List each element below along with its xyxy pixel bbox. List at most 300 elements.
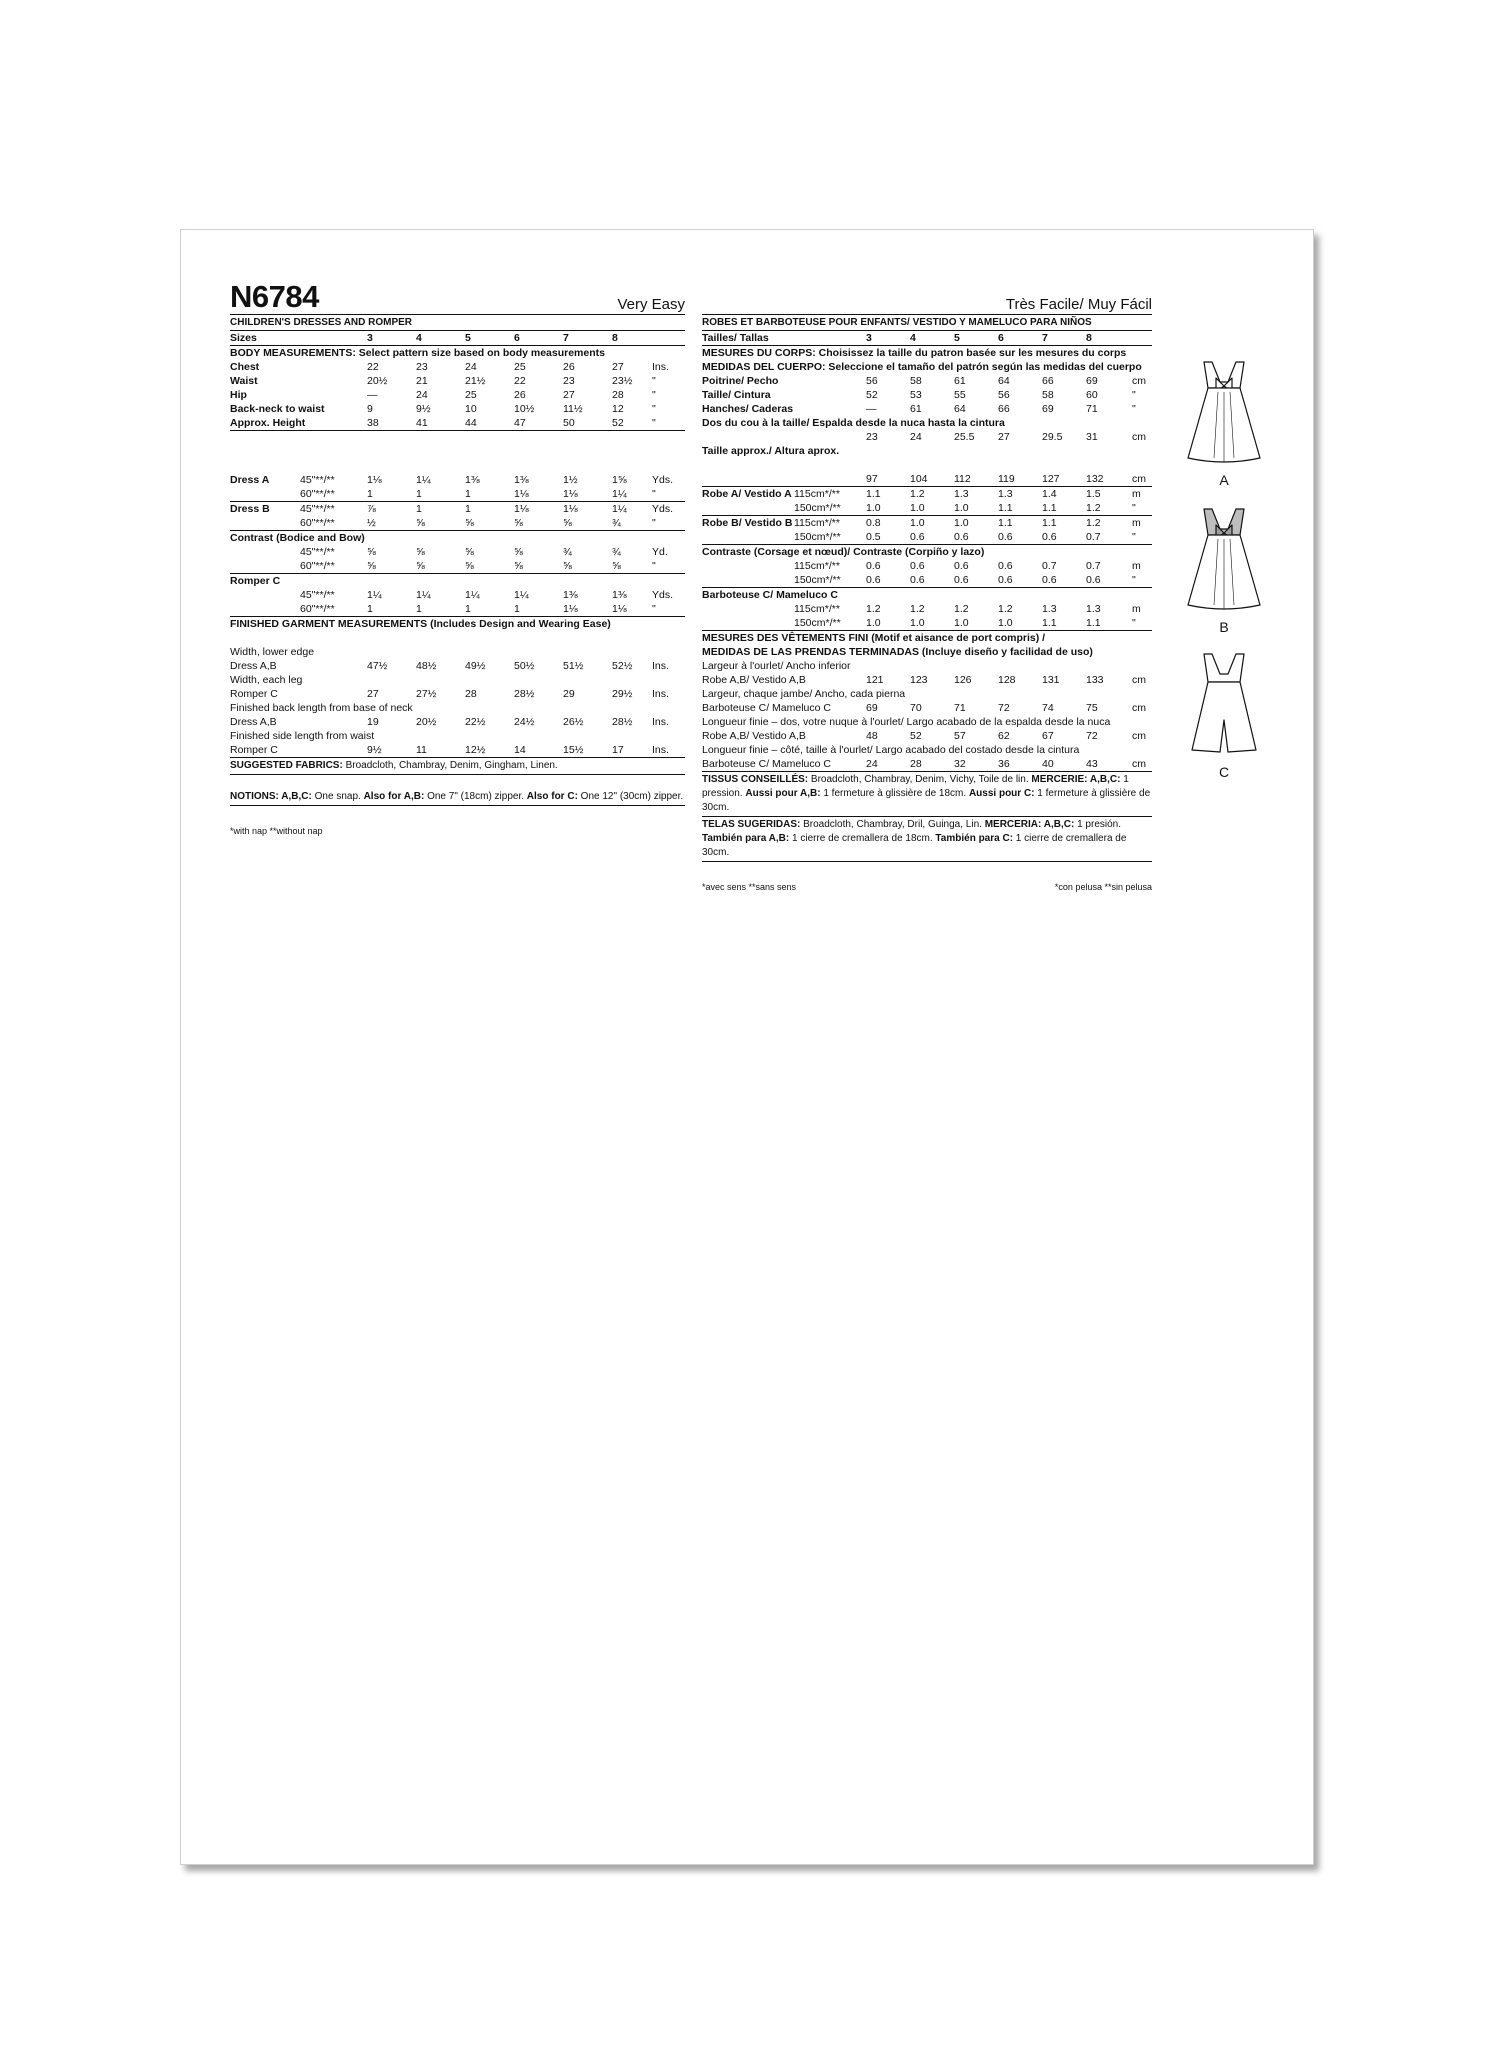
size-value: 72: [1086, 730, 1098, 742]
table-row: [230, 588, 685, 602]
table-row: [230, 416, 685, 431]
size-value: 62: [998, 730, 1010, 742]
footnote-en: *with nap **without nap: [230, 826, 323, 836]
size-value: 1.0: [954, 502, 969, 514]
row-label: Poitrine/ Pecho: [702, 375, 779, 387]
size-value: 97: [866, 473, 878, 485]
table-row: [230, 715, 685, 729]
table-row: [702, 616, 1152, 631]
row-label: BODY MEASUREMENTS: Select pattern size based on body measurements: [230, 347, 605, 359]
table-row: [230, 331, 685, 346]
table-row: [702, 545, 1152, 559]
unit: cm: [1132, 730, 1146, 742]
fabrics-fr: [702, 772, 1152, 817]
size-value: 0.6: [910, 574, 925, 586]
table-row: [702, 374, 1152, 388]
size-value: ⅝: [465, 517, 474, 529]
english-header: [230, 278, 685, 315]
size-value: 1.3: [1086, 603, 1101, 615]
size-value: 5: [954, 332, 960, 344]
row-label: Contrast (Bodice and Bow): [230, 532, 365, 544]
table-row: [702, 659, 1152, 673]
size-value: 1⅜: [514, 474, 529, 486]
size-value: 0.6: [910, 531, 925, 543]
size-value: 1⅜: [563, 589, 578, 601]
difficulty-en: Very Easy: [617, 296, 685, 313]
size-value: 0.6: [866, 560, 881, 572]
size-value: ⅝: [563, 517, 572, 529]
size-value: 1.1: [866, 488, 881, 500]
size-value: 0.6: [866, 574, 881, 586]
size-value: 1¼: [416, 589, 431, 601]
notions-en-text3: One 12" (30cm) zipper.: [577, 791, 684, 802]
size-value: 52: [612, 417, 624, 429]
row-label: Romper C: [230, 575, 281, 587]
size-value: 7: [563, 332, 569, 344]
table-row: [702, 402, 1152, 416]
notions-en-label2: Also for A,B:: [363, 791, 425, 802]
size-value: 28½: [612, 716, 633, 728]
table-row: [702, 687, 1152, 701]
size-value: 27: [563, 389, 575, 401]
fabric-width: 150cm*/**: [794, 531, 841, 543]
size-value: 52: [866, 389, 878, 401]
table-row: [702, 530, 1152, 545]
size-value: 22½: [465, 716, 486, 728]
table-row: [702, 416, 1152, 430]
size-value: 1⅛: [612, 603, 627, 615]
size-value: 1.4: [1042, 488, 1057, 500]
unit: ": [1132, 617, 1136, 629]
size-value: 29½: [612, 688, 633, 700]
size-value: 1.2: [910, 603, 925, 615]
size-value: 1⅛: [563, 603, 578, 615]
size-value: 41: [416, 417, 428, 429]
unit: m: [1132, 603, 1141, 615]
size-value: ¾: [612, 546, 621, 558]
size-value: 1⅜: [612, 589, 627, 601]
size-value: 1.1: [1042, 502, 1057, 514]
view-b-label: B: [1219, 619, 1229, 635]
row-label: Barboteuse C/ Mameluco C: [702, 589, 838, 601]
size-value: 1.2: [866, 603, 881, 615]
size-value: 23: [416, 361, 428, 373]
size-value: 3: [866, 332, 872, 344]
table-row: [702, 331, 1152, 346]
row-label: FINISHED GARMENT MEASUREMENTS (Includes Design and Wearing Ease): [230, 618, 611, 630]
size-value: ⅝: [367, 560, 376, 572]
size-value: 17: [612, 744, 624, 756]
size-value: 47½: [367, 660, 388, 672]
table-row: [230, 673, 685, 687]
size-value: 1.0: [998, 617, 1013, 629]
size-value: 0.6: [998, 531, 1013, 543]
pattern-envelope-back: [180, 229, 1314, 1865]
size-value: 51½: [563, 660, 584, 672]
row-label: Dress A: [230, 474, 270, 486]
size-value: 12: [612, 403, 624, 415]
size-value: 8: [1086, 332, 1092, 344]
size-value: 0.6: [954, 531, 969, 543]
size-value: —: [866, 403, 877, 415]
row-label: Taille/ Cintura: [702, 389, 771, 401]
size-value: 71: [954, 702, 966, 714]
row-label: Width, lower edge: [230, 646, 315, 658]
size-value: 9½: [367, 744, 382, 756]
unit: ": [652, 603, 656, 615]
size-value: 126: [954, 674, 972, 686]
aussi-ab-text: 1 fermeture à glissière de 18cm.: [820, 788, 969, 799]
view-b: [1174, 505, 1274, 635]
size-value: 22: [367, 361, 379, 373]
row-label: Dress B: [230, 503, 270, 515]
size-value: 119: [998, 473, 1015, 485]
difficulty-fr: Très Facile/ Muy Fácil: [1005, 296, 1152, 313]
row-label: Waist: [230, 375, 258, 387]
size-value: 7: [1042, 332, 1048, 344]
size-value: 20½: [416, 716, 437, 728]
size-value: 1⅛: [563, 488, 578, 500]
size-value: 0.7: [1086, 560, 1101, 572]
row-label: Hip: [230, 389, 247, 401]
size-value: 60: [1086, 389, 1098, 401]
size-value: 6: [514, 332, 520, 344]
size-value: 121: [866, 674, 884, 686]
row-label: Robe B/ Vestido B: [702, 517, 793, 529]
size-value: 23: [563, 375, 575, 387]
row-label: Finished back length from base of neck: [230, 702, 413, 714]
size-value: 44: [465, 417, 477, 429]
size-value: ⅝: [514, 546, 523, 558]
fabric-width: 45"**/**: [300, 546, 335, 558]
table-row: [702, 360, 1152, 374]
unit: Ins.: [652, 688, 669, 700]
fabric-width: 150cm*/**: [794, 617, 841, 629]
size-value: 70: [910, 702, 922, 714]
size-value: 1.0: [910, 502, 925, 514]
table-row: [702, 501, 1152, 516]
size-value: 66: [998, 403, 1010, 415]
size-value: 64: [998, 375, 1010, 387]
row-label: Chest: [230, 361, 260, 373]
size-value: ⅝: [416, 517, 425, 529]
size-value: 1.5: [1086, 488, 1101, 500]
fabric-width: 45"**/**: [300, 589, 335, 601]
size-value: 52: [910, 730, 922, 742]
size-value: 9: [367, 403, 373, 415]
size-value: 104: [910, 473, 928, 485]
size-value: 27: [612, 361, 624, 373]
row-label: Barboteuse C/ Mameluco C: [702, 702, 831, 714]
unit: m: [1132, 488, 1141, 500]
row-label: Robe A/ Vestido A: [702, 488, 792, 500]
fabric-width: 115cm*/**: [794, 560, 840, 572]
row-label: Largeur, chaque jambe/ Ancho, cada pierna: [702, 688, 906, 700]
size-value: 1.2: [1086, 517, 1101, 529]
notions-en-label3: Also for C:: [526, 791, 578, 802]
size-value: 9½: [416, 403, 431, 415]
unit: ": [652, 560, 656, 572]
table-row: [230, 659, 685, 673]
table-row: [702, 430, 1152, 444]
row-label: MEDIDAS DE LAS PRENDAS TERMINADAS (Incluye diseño y facilidad de uso): [702, 646, 1093, 658]
size-value: 27: [367, 688, 379, 700]
table-row: [230, 559, 685, 574]
row-label: Back-neck to waist: [230, 403, 325, 415]
title-fr: ROBES ET BARBOTEUSE POUR ENFANTS/ VESTIDO Y MAMELUCO PARA NIÑOS: [702, 315, 1152, 331]
fabric-width: 60"**/**: [300, 603, 335, 615]
tambien-c-text: 1 cierre de cremallera de 30cm.: [702, 833, 1127, 858]
unit: cm: [1132, 702, 1146, 714]
size-value: 1¼: [367, 589, 382, 601]
unit: ": [1132, 502, 1136, 514]
size-value: 47: [514, 417, 526, 429]
size-value: 23: [866, 431, 878, 443]
size-value: 0.8: [866, 517, 881, 529]
title-en: CHILDREN'S DRESSES AND ROMPER: [230, 315, 685, 331]
fabric-width: 150cm*/**: [794, 574, 841, 586]
row-label: Hanches/ Caderas: [702, 403, 794, 415]
telas-es: [702, 817, 1152, 862]
size-value: 10½: [514, 403, 535, 415]
unit: cm: [1132, 758, 1146, 770]
fabric-width: 60"**/**: [300, 488, 335, 500]
size-value: 1.0: [954, 517, 969, 529]
row-label: Width, each leg: [230, 674, 303, 686]
row-label: Taille approx./ Altura aprox.: [702, 445, 840, 457]
size-value: 1½: [563, 474, 578, 486]
size-value: 69: [866, 702, 878, 714]
size-value: 26: [563, 361, 575, 373]
size-value: 8: [612, 332, 618, 344]
table-row: [230, 545, 685, 559]
size-value: 127: [1042, 473, 1060, 485]
size-value: 1.1: [998, 502, 1013, 514]
unit: Yd.: [652, 546, 668, 558]
size-value: 50: [563, 417, 575, 429]
table-row: [702, 757, 1152, 772]
view-c-label: C: [1218, 764, 1230, 780]
unit: m: [1132, 560, 1141, 572]
unit: ": [652, 517, 656, 529]
unit: Yds.: [652, 503, 674, 515]
spacer-row: [230, 631, 685, 645]
size-value: 1⅛: [367, 474, 382, 486]
size-value: 1.1: [998, 517, 1013, 529]
french-table: [702, 331, 1152, 772]
size-value: 1⅝: [612, 474, 627, 486]
size-value: 1.3: [1042, 603, 1057, 615]
spacer-row: [230, 459, 685, 473]
notions-en-text2: One 7" (18cm) zipper.: [424, 791, 527, 802]
size-value: 1.1: [1086, 617, 1101, 629]
dress-a-illustration: [1174, 358, 1274, 470]
fabric-width: 115cm*/**: [794, 603, 840, 615]
table-row: [230, 687, 685, 701]
size-value: 28½: [514, 688, 535, 700]
table-row: [702, 559, 1152, 573]
size-value: 1: [465, 603, 471, 615]
size-value: 1⅛: [514, 488, 529, 500]
table-row: [230, 402, 685, 416]
row-label: Barboteuse C/ Mameluco C: [702, 758, 831, 770]
size-value: 24: [465, 361, 477, 373]
unit: Yds.: [652, 474, 674, 486]
pattern-number: N6784: [230, 279, 319, 314]
size-value: 1¼: [416, 474, 431, 486]
size-value: 24: [910, 431, 922, 443]
fabrics-en: [230, 758, 685, 775]
tambien-ab-label: También para A,B:: [702, 833, 790, 844]
unit: cm: [1132, 431, 1146, 443]
table-row: [702, 673, 1152, 687]
size-value: 48: [866, 730, 878, 742]
size-value: 67: [1042, 730, 1054, 742]
notions-en: [230, 789, 685, 806]
fabrics-fr-label: TISSUS CONSEILLÉS:: [702, 774, 809, 785]
size-value: ⅝: [514, 560, 523, 572]
unit: Ins.: [652, 361, 669, 373]
size-value: 75: [1086, 702, 1098, 714]
size-value: 11½: [563, 403, 583, 415]
french-spanish-column: [702, 278, 1152, 894]
size-value: 1.2: [998, 603, 1013, 615]
size-value: 6: [998, 332, 1004, 344]
row-label: Largeur à l'ourlet/ Ancho inferior: [702, 660, 851, 672]
table-row: [230, 516, 685, 531]
size-value: 15½: [563, 744, 584, 756]
row-label: Romper C: [230, 744, 278, 756]
size-value: 56: [998, 389, 1010, 401]
size-value: 0.6: [998, 574, 1013, 586]
size-value: 1.2: [954, 603, 969, 615]
view-a-label: A: [1219, 472, 1229, 488]
spacer-row: [230, 431, 685, 445]
notions-en-label: NOTIONS: A,B,C:: [230, 791, 312, 802]
row-label: Approx. Height: [230, 417, 306, 429]
size-value: 0.6: [998, 560, 1013, 572]
unit: cm: [1132, 674, 1146, 686]
romper-c-illustration: [1174, 650, 1274, 762]
size-value: 0.6: [1042, 574, 1057, 586]
size-value: 1.2: [910, 488, 925, 500]
size-value: 55: [954, 389, 966, 401]
size-value: 49½: [465, 660, 486, 672]
size-value: 1.3: [998, 488, 1013, 500]
english-table: [230, 331, 685, 758]
size-value: 24: [866, 758, 878, 770]
size-value: 1: [465, 488, 471, 500]
row-label: Dress A,B: [230, 660, 277, 672]
size-value: 1: [416, 488, 422, 500]
size-value: ⅞: [367, 503, 376, 515]
size-value: ¾: [563, 546, 572, 558]
table-row: [230, 473, 685, 487]
table-row: [230, 502, 685, 516]
size-value: 1.0: [866, 617, 881, 629]
size-value: 74: [1042, 702, 1054, 714]
table-row: [702, 516, 1152, 530]
size-value: 58: [910, 375, 922, 387]
table-row: [230, 729, 685, 743]
size-value: 24½: [514, 716, 535, 728]
size-value: 25: [514, 361, 526, 373]
fabric-width: 115cm*/**: [794, 488, 840, 500]
row-label: Sizes: [230, 332, 257, 344]
size-value: 1¼: [612, 503, 627, 515]
table-row: [702, 573, 1152, 588]
size-value: 56: [866, 375, 878, 387]
size-value: 112: [954, 473, 971, 485]
size-value: 52½: [612, 660, 633, 672]
row-label: MESURES DU CORPS: Choisissez la taille du patron basée sur les mesures du corps: [702, 347, 1127, 359]
size-value: 50½: [514, 660, 535, 672]
unit: Ins.: [652, 660, 669, 672]
size-value: 1¼: [465, 589, 480, 601]
row-label: MESURES DES VÊTEMENTS FINI (Motif et aisance de port compris) /: [702, 632, 1046, 644]
size-value: 23½: [612, 375, 633, 387]
table-row: [702, 729, 1152, 743]
size-value: 0.6: [1086, 574, 1101, 586]
size-value: ½: [367, 517, 376, 529]
size-value: 22: [514, 375, 526, 387]
size-value: 58: [1042, 389, 1054, 401]
unit: cm: [1132, 375, 1146, 387]
aussi-c-label: Aussi pour C:: [968, 788, 1035, 799]
size-value: 131: [1042, 674, 1060, 686]
size-value: 72: [998, 702, 1010, 714]
size-value: 48½: [416, 660, 437, 672]
tambien-ab-text: 1 cierre de cremallera de 18cm.: [789, 833, 936, 844]
size-value: ⅝: [416, 560, 425, 572]
size-value: 0.6: [910, 560, 925, 572]
table-row: [702, 388, 1152, 402]
unit: ": [1132, 574, 1136, 586]
size-value: 26: [514, 389, 526, 401]
unit: Ins.: [652, 744, 669, 756]
size-value: 1.0: [954, 617, 969, 629]
mercerie-text: 1 pression.: [702, 774, 1129, 799]
size-value: 1⅜: [465, 474, 480, 486]
merceria-label: MERCERIA: A,B,C:: [984, 819, 1075, 830]
row-label: Dress A,B: [230, 716, 277, 728]
size-value: 0.6: [1042, 531, 1057, 543]
row-label: Longueur finie – dos, votre nuque à l'ourlet/ Largo acabado de la espalda desde la nuca: [702, 716, 1111, 728]
table-row: [230, 346, 685, 360]
table-row: [230, 701, 685, 715]
fabric-width: 115cm*/**: [794, 517, 840, 529]
size-value: 1.0: [866, 502, 881, 514]
merceria-text: 1 presión.: [1074, 819, 1122, 830]
row-label: Contraste (Corsage et nœud)/ Contraste (Corpiño y lazo): [702, 546, 985, 558]
footnote-fr: *avec sens **sans sens: [702, 882, 797, 892]
size-value: 61: [954, 375, 966, 387]
unit: ": [652, 488, 656, 500]
size-value: 3: [367, 332, 373, 344]
unit: Yds.: [652, 589, 674, 601]
size-value: 71: [1086, 403, 1098, 415]
table-row: [702, 602, 1152, 616]
size-value: 32: [954, 758, 966, 770]
size-value: 53: [910, 389, 922, 401]
size-value: ⅝: [514, 517, 523, 529]
size-value: 12½: [465, 744, 486, 756]
french-header: [702, 278, 1152, 315]
size-value: 19: [367, 716, 379, 728]
size-value: ⅝: [612, 560, 621, 572]
unit: m: [1132, 517, 1141, 529]
table-row: [230, 360, 685, 374]
